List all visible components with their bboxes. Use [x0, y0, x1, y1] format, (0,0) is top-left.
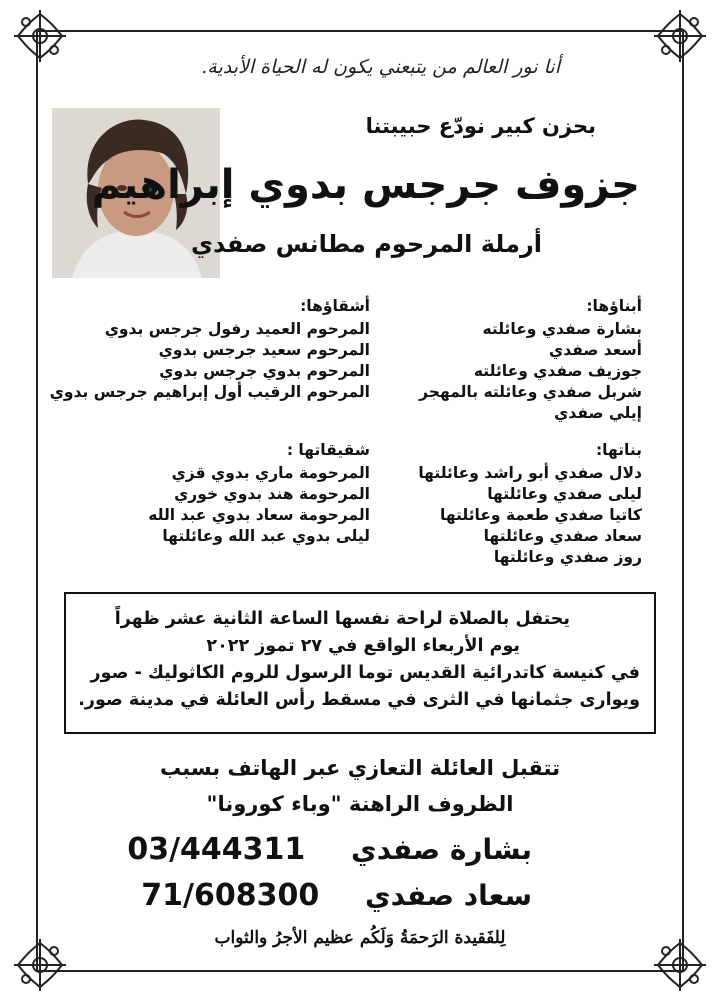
list-item: كاتيا صفدي طعمة وعائلتها: [440, 506, 642, 524]
phone-contact: [127, 832, 532, 867]
bible-verse: أنا نور العالم من يتبعني يكون له الحياة الأبدية.: [201, 56, 560, 78]
condolences-line: تتقبل العائلة التعازي عبر الهاتف بسبب: [160, 756, 560, 780]
service-line: ويوارى جثمانها في الثرى في مسقط رأس العائلة في مدينة صور.: [78, 690, 640, 710]
list-item: المرحوم الرقيب أول إبراهيم جرجس بدوي: [49, 383, 370, 401]
phone-number[interactable]: 71/608300: [141, 878, 320, 913]
phone-number[interactable]: 03/444311: [127, 832, 306, 867]
brothers-heading: أشقاؤها:: [300, 297, 370, 315]
ornament-icon: [12, 8, 68, 64]
daughters-list: [418, 440, 642, 568]
contact-name: بشارة صفدي: [351, 833, 532, 866]
list-item: دلال صفدي أبو راشد وعائلتها: [418, 464, 642, 482]
service-line: يوم الأربعاء الواقع في ٢٧ تموز ٢٠٢٢: [206, 636, 520, 656]
list-item: شربل صفدي وعائلته بالمهجر: [419, 383, 642, 401]
deceased-name: جزوف جرجس بدوي إبراهيم: [91, 162, 640, 208]
list-item: ليلى بدوي عبد الله وعائلتها: [162, 527, 370, 545]
list-item: روز صفدي وعائلتها: [493, 548, 642, 566]
condolences-line: الظروف الراهنة "وباء كورونا": [206, 792, 514, 816]
list-item: المرحوم العميد رفول جرجس بدوي: [104, 320, 370, 338]
ornament-icon: [652, 8, 708, 64]
sons-list: [419, 296, 642, 424]
sons-heading: أبناؤها:: [586, 297, 642, 315]
service-line: يحتفل بالصلاة لراحة نفسها الساعة الثانية عشر ظهراً: [114, 609, 570, 629]
list-item: المرحوم سعيد جرجس بدوي: [158, 341, 370, 359]
phone-contact: [141, 878, 532, 913]
list-item: جوزيف صفدي وعائلته: [473, 362, 642, 380]
list-item: المرحومة هند بدوي خوري: [174, 485, 370, 503]
list-item: سعاد صفدي وعائلتها: [483, 527, 642, 545]
widow-line: أرملة المرحوم مطانس صفدي: [190, 230, 542, 258]
sisters-list: [148, 440, 370, 547]
service-line: في كنيسة كاتدرائية القديس توما الرسول للروم الكاثوليك - صور: [90, 663, 640, 683]
brothers-list: [50, 296, 370, 403]
list-item: المرحومة سعاد بدوي عبد الله: [148, 506, 370, 524]
list-item: المرحوم بدوي جرجس بدوي: [159, 362, 370, 380]
daughters-heading: بناتها:: [595, 441, 642, 459]
sisters-heading: شقيقاتها :: [286, 441, 370, 459]
list-item: المرحومة ماري بدوي قزي: [171, 464, 370, 482]
list-item: أسعد صفدي: [549, 341, 642, 359]
service-box: [64, 592, 656, 734]
list-item: ليلى صفدي وعائلتها: [487, 485, 642, 503]
intro-line: بحزن كبير نودّع حبيبتنا: [365, 114, 596, 138]
list-item: إيلي صفدي: [554, 404, 642, 422]
contact-name: سعاد صفدي: [364, 879, 532, 912]
closing-line: لِلفَقيدة الرَحمَةُ وَلَكُم عظيم الأجرُ والثواب: [214, 928, 506, 948]
list-item: بشارة صفدي وعائلته: [482, 320, 642, 338]
